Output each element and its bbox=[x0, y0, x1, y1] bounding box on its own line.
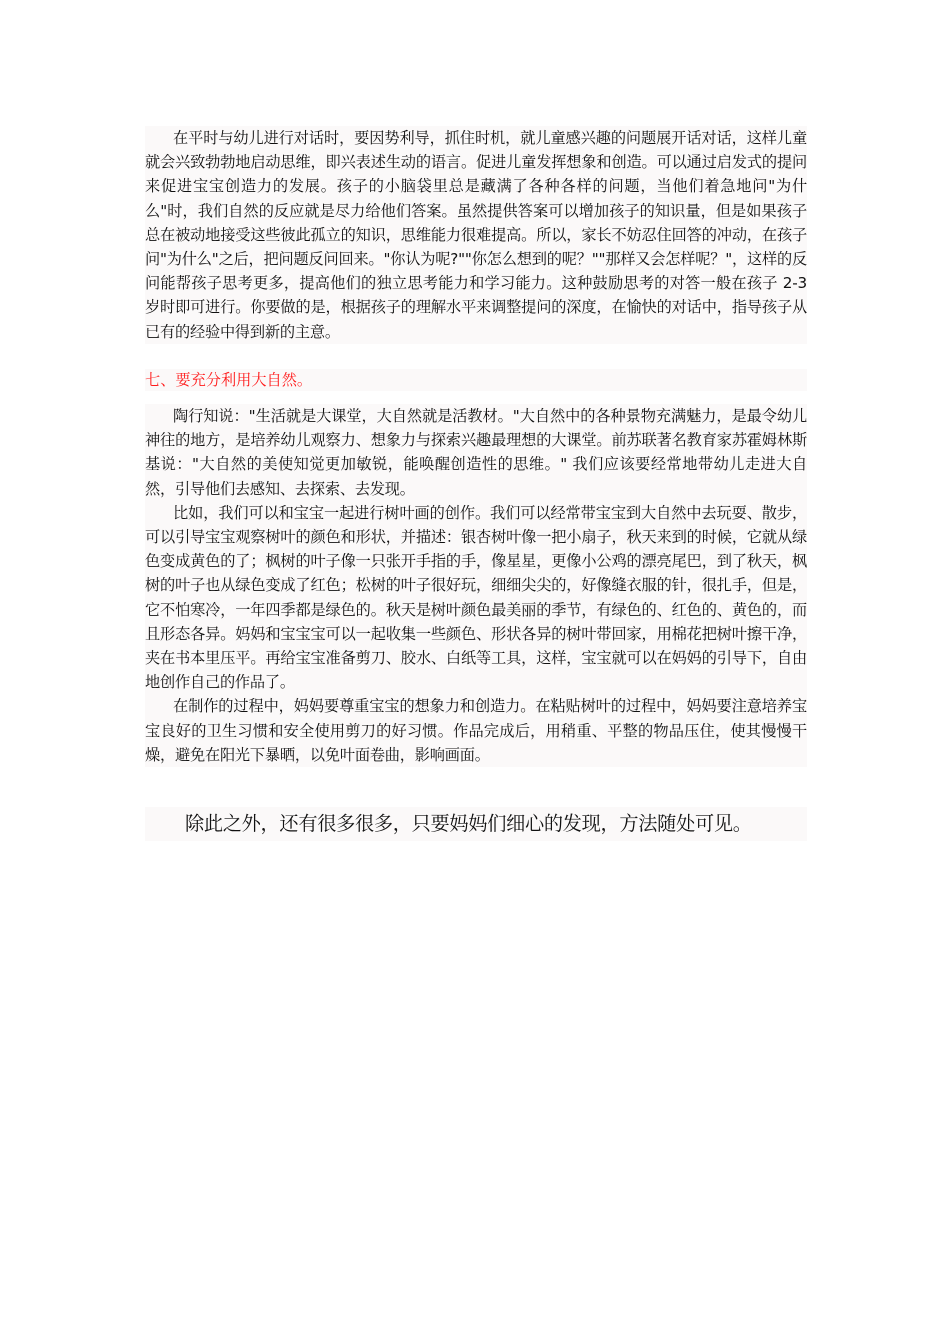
closing-line: 除此之外，还有很多很多，只要妈妈们细心的发现，方法随处可见。 bbox=[145, 807, 807, 841]
paragraph-leaf-painting: 比如，我们可以和宝宝一起进行树叶画的创作。我们可以经常带宝宝到大自然中去玩耍、散步，可以引导宝宝观察树叶的颜色和形状，并描述：银杏树叶像一把小扇子，秋天来到的时候，它就从绿色变成黄色的了；枫树的叶子像一只张开手指的手，像星星，更像小公鸡的漂亮尾巴，到了秋天，枫树的叶子也从绿色变成了红色；松树的叶子很好玩，细细尖尖的，好像缝衣服的针，很扎手，但是，它不怕寒冷，一年四季都是绿色的。秋天是树叶颜色最美丽的季节，有绿色的、红色的、黄色的，而且形态各异。妈妈和宝宝宝可以一起收集一些颜色、形状各异的树叶带回家，用棉花把树叶擦干净，夹在书本里压平。再给宝宝准备剪刀、胶水、白纸等工具，这样，宝宝就可以在妈妈的引导下，自由地创作自己的作品了。 bbox=[145, 503, 807, 692]
paragraph-tao-xingzhi-quote: 陶行知说："生活就是大课堂，大自然就是活教材。"大自然中的各种景物充满魅力，是最令幼儿神往的地方，是培养幼儿观察力、想象力与探索兴趣最理想的大课堂。前苏联著名教育家苏霍姆林斯基说："大自然的美使知觉更加敏锐，能唤醒创造性的思维。" 我们应该要经常地带幼儿走进大自然，引导他们去感知、去探索、去发现。 bbox=[145, 407, 807, 498]
section-heading-nature: 七、要充分利用大自然。 bbox=[145, 369, 807, 391]
text-block-dialogue bbox=[145, 126, 807, 344]
text-block-nature bbox=[145, 404, 807, 767]
paragraph-dialogue: 在平时与幼儿进行对话时，要因势利导，抓住时机，就儿童感兴趣的问题展开话对话，这样儿童就会兴致勃勃地启动思维，即兴表述生动的语言。促进儿童发挥想象和创造。可以通过启发式的提问来促进宝宝创造力的发展。孩子的小脑袋里总是藏满了各种各样的问题，当他们着急地问"为什么"时，我们自然的反应就是尽力给他们答案。虽然提供答案可以增加孩子的知识量，但是如果孩子总在被动地接受这些彼此孤立的知识，思维能力很难提高。所以，家长不妨忍住回答的冲动，在孩子问"为什么"之后，把问题反问回来。"你认为呢?""你怎么想到的呢？""那样又会怎样呢？"，这样的反问能帮孩子思考更多，提高他们的独立思考能力和学习能力。这种鼓励思考的对答一般在孩子 2-3 岁时即可进行。你要做的是，根据孩子的理解水平来调整提问的深度，在愉快的对话中，指导孩子从已有的经验中得到新的主意。 bbox=[145, 129, 807, 341]
paragraph-making-process: 在制作的过程中，妈妈要尊重宝宝的想象力和创造力。在粘贴树叶的过程中，妈妈要注意培养宝宝良好的卫生习惯和安全使用剪刀的好习惯。作品完成后，用稍重、平整的物品压住，使其慢慢干燥，避免在阳光下暴晒，以免叶面卷曲，影响画面。 bbox=[145, 697, 807, 764]
